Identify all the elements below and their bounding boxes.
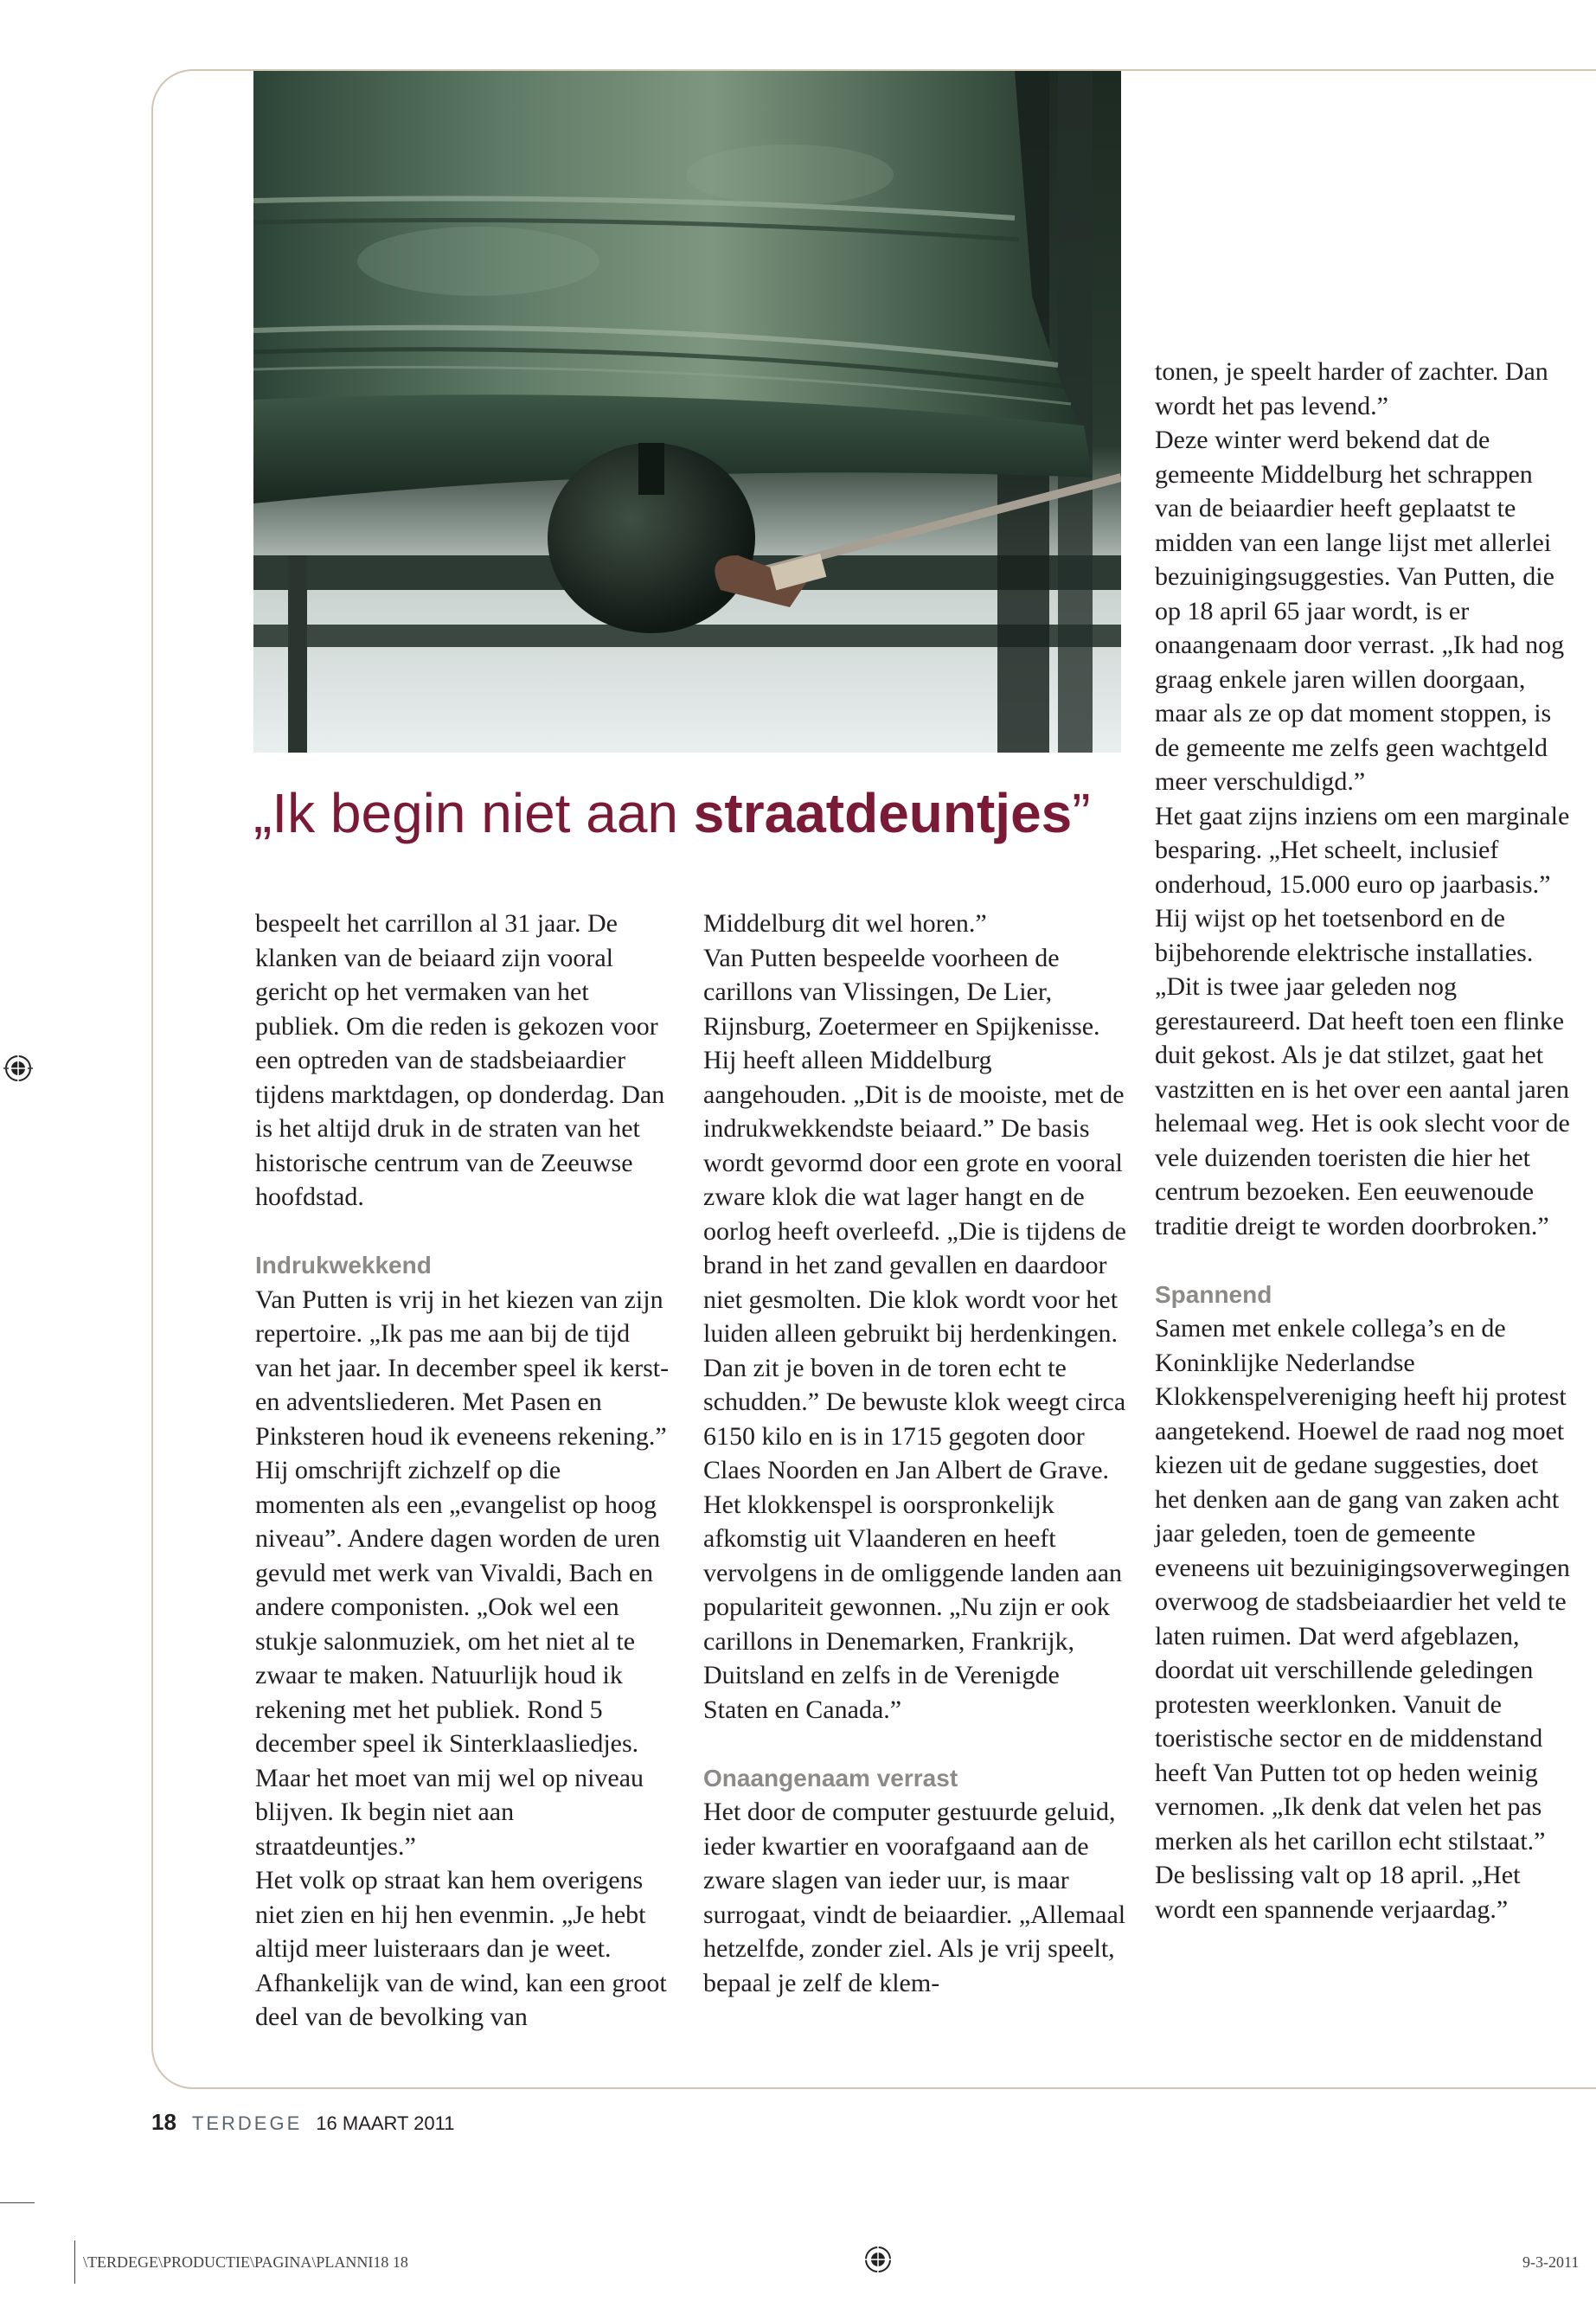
- slug-date: 9-3-2011: [1522, 2253, 1580, 2271]
- paragraph: Samen met enkele collega’s en de Koninklijke Nederlandse Klokkenspelvereniging heeft hij protest aangetekend. Hoewel de raad nog moet kiezen uit de gedane suggesties, doet het denken aan de gang van zaken acht jaar geleden, toen de gemeente eveneens uit bezuinigingsoverwegingen overwoog de stadsbeiaardier het veld te laten ruimen. Dat werd afgeblazen, doordat uit verschillende geledingen protesten weerklonken. Vanuit de toeristische sector en de middenstand heeft Van Putten tot op heden weinig vernomen. „Ik denk dat velen het pas merken als het carillon echt stilstaat.”: [1155, 1314, 1570, 1856]
- paragraph: De beslissing valt op 18 april. „Het wordt een spannende verjaardag.”: [1155, 1861, 1521, 1924]
- paragraph: Van Putten is vrij in het kiezen van zijn repertoire. „Ik pas me aan bij de tijd van het jaar. In december speel ik kerst- en adventsliederen. Met Pasen en Pinksteren houd ik eveneens rekening.” Hij omschrijft zichzelf op die momenten als een „evangelist op hoog niveau”. Andere dagen worden de uren gevuld met werk van Vivaldi, Bach en andere componisten. „Ook wel een stukje salonmuziek, om het niet al te zwaar te maken. Natuurlijk houd ik rekening met het publiek. Rond 5 december speel ik Sinterklaasliedjes. Maar het moet van mij wel op niveau blijven. Ik begin niet aan straatdeuntjes.”: [255, 1285, 670, 1861]
- headline-close-quote: ”: [1072, 782, 1091, 844]
- page-number: 18: [151, 2109, 176, 2135]
- subheading-indrukwekkend: Indrukwekkend: [255, 1252, 432, 1279]
- registration-mark-icon: [3, 1054, 33, 1083]
- subheading-onaangenaam-verrast: Onaangenaam verrast: [703, 1764, 958, 1791]
- paragraph: Het gaat zijns inziens om een marginale besparing. „Het scheelt, inclusief onderhoud, 15.000 euro op jaarbasis.” Hij wijst op het toetsenbord en de bijbehorende elektrische installaties. „Dit is twee jaar geleden nog gerestaureerd. Dat heeft toen een flinke duit gekost. Als je dat stilzet, gaat het vastzitten en is het over een aantal jaren helemaal weg. Het is ook slecht voor de vele duizenden toeristen die hier het centrum bezoeken. Een eeuwenoude traditie dreigt te worden doorbroken.”: [1155, 801, 1570, 1240]
- article-column-2: [703, 907, 1127, 2000]
- issue-date: 16 MAART 2011: [316, 2112, 455, 2134]
- paragraph: Middelburg dit wel horen.”: [703, 909, 987, 938]
- magazine-name: TERDEGE: [191, 2112, 303, 2134]
- headline-emphasis: straatdeuntjes: [693, 782, 1073, 844]
- paragraph: Van Putten bespeelde voorheen de carillons van Vlissingen, De Lier, Rijnsburg, Zoetermeer en Spijkenisse. Hij heeft alleen Middelburg aangehouden. „Dit is de mooiste, met de indrukwekkendste beiaard.” De basis wordt gevormd door een grote en vooral zware klok die wat lager hangt en de oorlog heeft overleefd. „Die is tijdens de brand in het zand gevallen en daardoor niet gesmolten. Die klok wordt voor het luiden alleen gebruikt bij herdenkingen. Dan zit je boven in de toren echt te schudden.” De bewuste klok weegt circa 6150 kilo en is in 1715 gegoten door Claes Noorden en Jan Albert de Grave.: [703, 943, 1126, 1484]
- subheading-spannend: Spannend: [1155, 1280, 1272, 1308]
- registration-mark-icon: [863, 2245, 893, 2274]
- article-headline: [253, 779, 1118, 848]
- slug-path: \TERDEGE\PRODUCTIE\PAGINA\PLANNI18 18: [83, 2253, 408, 2271]
- paragraph: tonen, je speelt harder of zachter. Dan wordt het pas levend.”: [1155, 357, 1548, 420]
- crop-mark: [74, 2240, 75, 2284]
- paragraph: Deze winter werd bekend dat de gemeente Middelburg het schrappen van de beiaardier heeft geplaatst te midden van een lange lijst met allerlei bezuinigingsuggesties. Van Putten, die op 18 april 65 jaar wordt, is er onaangenaam door verrast. „Ik had nog graag enkele jaren willen doorgaan, maar als ze op dat moment stoppen, is de gemeente me zelfs geen wachtgeld meer verschuldigd.”: [1155, 426, 1565, 796]
- crop-mark: [0, 2202, 35, 2203]
- bell-illustration: [253, 71, 1121, 753]
- article-column-3: [1155, 355, 1570, 1926]
- paragraph: bespeelt het carrillon al 31 jaar. De klanken van de beiaard zijn vooral gericht op het vermaken van het publiek. Om die reden is gekozen voor een optreden van de stadsbeiaardier tijdens marktdagen, op donderdag. Dan is het altijd druk in de straten van het historische centrum van de Zeeuwse hoofdstad.: [255, 909, 665, 1211]
- paragraph: Het klokkenspel is oorspronkelijk afkomstig uit Vlaanderen en heeft vervolgens in de omliggende landen aan populariteit gewonnen. „Nu zijn er ook carillons in Denemarken, Frankrijk, Duitsland en zelfs in de Verenigde Staten en Canada.”: [703, 1490, 1123, 1724]
- page-footer: [151, 2109, 455, 2136]
- paragraph: Het volk op straat kan hem overigens niet zien en hij hen evenmin. „Je hebt altijd meer luisteraars dan je weet. Afhankelijk van de wind, kan een groot deel van de bevolking van: [255, 1866, 667, 2031]
- article-column-1: [255, 907, 670, 2035]
- headline-intro: „Ik begin niet aan: [253, 782, 694, 844]
- bell-photo: [253, 71, 1121, 753]
- paragraph: Het door de computer gestuurde geluid, ieder kwartier en voorafgaand aan de zware slagen van ieder uur, is maar surrogaat, vindt de beiaardier. „Allemaal hetzelfde, zonder ziel. Als je vrij speelt, bepaal je zelf de klem-: [703, 1798, 1126, 1997]
